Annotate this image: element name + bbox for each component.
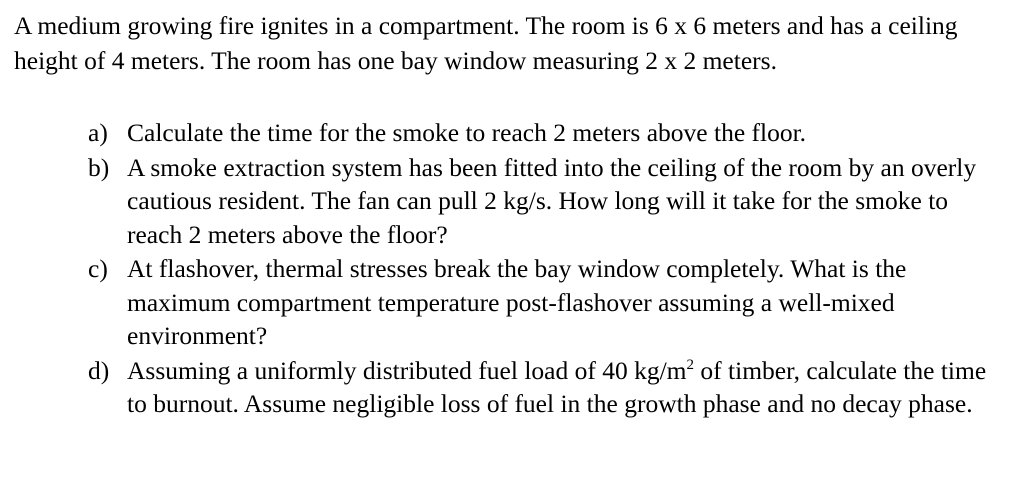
question-a [14, 116, 987, 150]
question-list [14, 116, 1004, 421]
question-b [14, 151, 987, 252]
question-c-marker: c) [88, 254, 108, 283]
question-b-marker: b) [88, 152, 110, 182]
problem-document [14, 8, 1004, 422]
question-d-text-before: Assuming a uniformly distributed fuel load of 40 kg/m [127, 355, 687, 385]
question-c [14, 252, 987, 353]
question-d-text [127, 356, 986, 419]
question-a-text: Calculate the time for the smoke to reach 2 meters above the floor. [127, 118, 807, 147]
question-a-marker: a) [88, 118, 108, 147]
question-d-text-after: of timber, calculate the time to burnout. Assume negligible loss of fuel in the growth phase and no decay phase. [127, 355, 987, 418]
question-d [14, 354, 987, 421]
problem-statement: A medium growing fire ignites in a compartment. The room is 6 x 6 meters and has a ceiling height of 4 meters. The room has one bay window measuring 2 x 2 meters. [14, 11, 958, 75]
question-d-marker: d) [88, 355, 110, 385]
question-d-superscript: 2 [686, 356, 695, 373]
question-b-text: A smoke extraction system has been fitted into the ceiling of the room by an overly cautious resident. The fan can pull 2 kg/s. How long will it take for the smoke to reach 2 meters above the floor? [127, 152, 977, 249]
question-c-text: At flashover, thermal stresses break the bay window completely. What is the maximum compartment temperature post-flashover assuming a well-mixed environment? [127, 254, 907, 350]
